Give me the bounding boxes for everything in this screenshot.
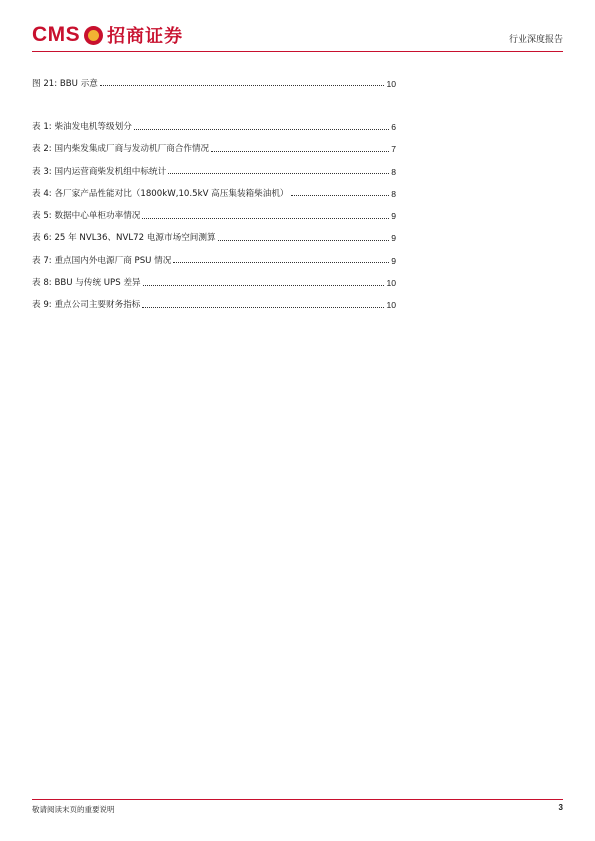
footer-divider	[32, 799, 563, 800]
toc-entry-page: 9	[391, 211, 396, 222]
disclaimer-note: 敬请阅读末页的重要说明	[32, 805, 115, 814]
toc-entry-page: 6	[391, 122, 396, 132]
toc-entry-label: 表 3: 国内运营商柴发机组中标统计	[32, 166, 167, 177]
toc-entry-label: 表 8: BBU 与传统 UPS 差异	[32, 278, 141, 289]
toc-leader-dots	[218, 240, 390, 241]
company-logo	[32, 22, 183, 48]
toc-leader-dots	[134, 129, 389, 130]
toc-leader-dots	[143, 285, 385, 286]
toc-table-entry[interactable]	[32, 154, 396, 176]
table-of-contents	[32, 66, 396, 310]
header-divider	[32, 51, 563, 52]
page-number: 3	[558, 803, 563, 812]
toc-table-entry[interactable]	[32, 221, 396, 243]
toc-leader-dots	[100, 85, 385, 86]
toc-table-entry[interactable]	[32, 109, 396, 131]
toc-entry-label: 表 6: 25 年 NVL36、NVL72 电源市场空间测算	[32, 233, 216, 244]
toc-entry-page: 10	[386, 278, 396, 289]
logo-text-cn: 招商证券	[107, 26, 184, 47]
toc-entry-page: 7	[391, 144, 396, 155]
toc-entry-page: 10	[386, 300, 396, 311]
toc-entry-page: 9	[391, 233, 396, 244]
toc-entry-label: 表 2: 国内柴发集成厂商与发动机厂商合作情况	[32, 144, 210, 155]
toc-leader-dots	[211, 151, 389, 152]
page-header	[32, 18, 563, 50]
toc-entry-label: 表 9: 重点公司主要财务指标	[32, 300, 141, 311]
toc-table-entry[interactable]	[32, 265, 396, 287]
toc-entry-page: 10	[386, 78, 396, 89]
toc-table-entry[interactable]	[32, 198, 396, 220]
toc-entry-page: 9	[391, 255, 396, 266]
toc-entry-label: 表 7: 重点国内外电源厂商 PSU 情况	[32, 255, 172, 266]
toc-entry-label: 表 4: 各厂家产品性能对比（1800kW,10.5kV 高压集装箱柴油机）	[32, 188, 289, 199]
toc-entry-page: 8	[391, 188, 396, 199]
logo-badge-icon	[84, 26, 103, 45]
toc-table-entry[interactable]	[32, 176, 396, 198]
toc-figure-entry[interactable]	[32, 66, 396, 88]
toc-entry-page: 8	[391, 166, 396, 177]
toc-leader-dots	[142, 307, 384, 308]
toc-table-entry[interactable]	[32, 288, 396, 310]
toc-table-entry[interactable]	[32, 243, 396, 265]
toc-table-entry[interactable]	[32, 132, 396, 154]
toc-entry-label: 表 1: 柴油发电机等级划分	[32, 122, 132, 132]
toc-entry-label: 图 21: BBU 示意	[32, 78, 98, 89]
logo-text-en: CMS	[32, 23, 81, 46]
toc-leader-dots	[142, 218, 389, 219]
toc-leader-dots	[168, 173, 389, 174]
toc-entry-label: 表 5: 数据中心单柜功率情况	[32, 211, 141, 222]
toc-leader-dots	[173, 262, 389, 263]
report-type: 行业深度报告	[508, 35, 563, 45]
toc-leader-dots	[291, 195, 390, 196]
